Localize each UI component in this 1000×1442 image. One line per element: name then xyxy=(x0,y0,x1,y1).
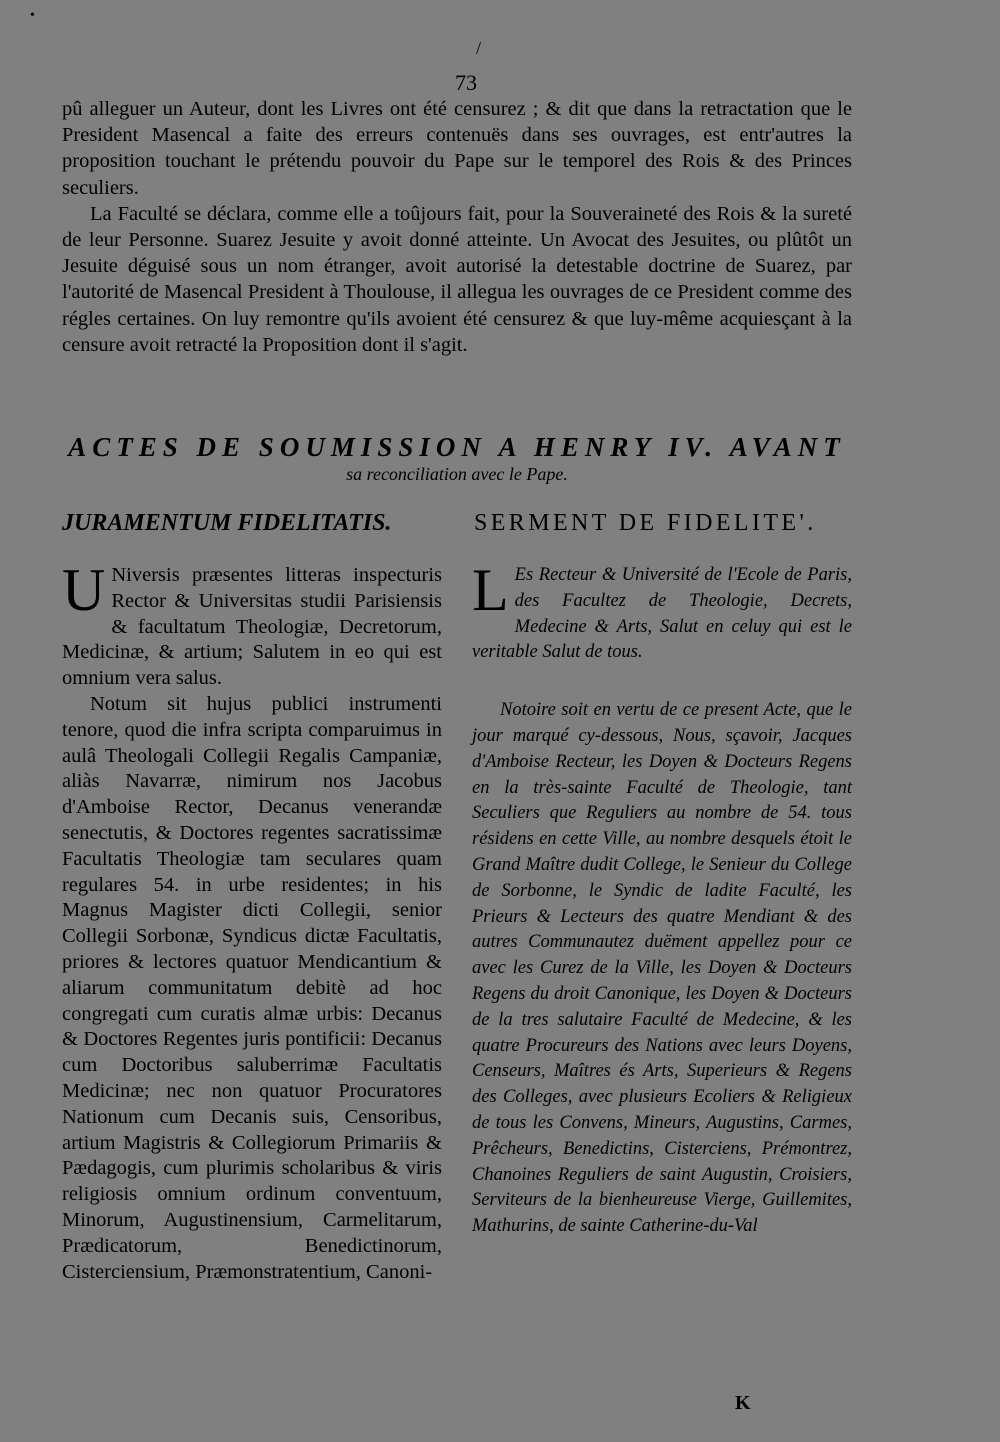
page-number: 73 xyxy=(455,70,477,95)
section-subheading: sa reconciliation avec le Pape. xyxy=(346,464,568,484)
latin-paragraph-1-text: Niversis præsentes litteras inspecturis Rector & Universitas studii Parisiensis & facultatum Theologiæ, Decretorum, Medicinæ, & artium; Salutem in eo qui est omnium vera salus. xyxy=(62,564,442,690)
french-dropcap: L xyxy=(472,557,509,623)
latin-column xyxy=(62,557,442,1285)
french-paragraph-2: Notoire soit en vertu de ce present Acte, que le jour marqué cy-dessous, Nous, sçavoir, Jacques d'Amboise Recteur, les Doyen & Docteurs Regens en la très-sainte Faculté de Theologie, tant Seculiers que Reguliers au nombre de 54. tous résidens en cette Ville, au nombre desquels étoit le Grand Maître dudit College, le Senieur du College de Sorbonne, le Syndic de ladite Faculté, les Prieurs & Lecteurs des quatre Mendiant & des autres Communautez duëment appellez pour ce avec les Curez de la Ville, les Doyen & Docteurs Regens du droit Canonique, les Doyen & Docteurs de la tres salutaire Faculté de Medecine, & les quatre Procureurs des Nations avec leurs Doyens, Censeurs, Maîtres és Arts, Superieurs & Regens des Colleges, avec plusieurs Ecoliers & Religieux de tous les Convens, Mineurs, Augustins, Carmes, Prêcheurs, Benedictins, Cisterciens, Prémontrez, Chanoines Reguliers de saint Augustin, Croisiers, Serviteurs de la bienheureuse Vierge, Guillemites, Mathurins, de sainte Catherine-du-Val xyxy=(472,700,852,1237)
latin-paragraph-2: Notum sit hujus publici instrumenti tenore, quod die infra scripta comparuimus in aulâ Theologali Collegii Regalis Campaniæ, aliàs Navarræ, nimirum nos Jacobus d'Amboise Rector, Decanus venerandæ senectutis, & Doctores regentes sacratissimæ Facultatis Theologiæ tam seculares quam regulares 54. in urbe residentes; in his Magnus Magister dicti Collegii, senior Collegii Sorbonæ, Syndicus dictæ Facultatis, priores & lectores quatuor Mendicantium & aliarum communitatum debitè ad hoc congregati cum curatis almæ urbis: Decanus & Doctores Regentes juris pontificii: Decanus cum Doctoribus saluberrimæ Facultatis Medicinæ; nec non quatuor Procuratores Nationum cum Decanis suis, Censoribus, artium Magistris & Collegiorum Primariis & Pædagogis, cum plurimis scholaribus & viris religiosis omnium ordinum conventuum, Minorum, Augustinensium, Carmelitarum, Prædicatorum, Benedictinorum, Cisterciensium, Præmonstratentium, Canoni- xyxy=(62,692,442,1283)
french-column xyxy=(472,557,852,1240)
intro-text xyxy=(62,96,852,358)
latin-dropcap: U xyxy=(62,557,106,623)
french-paragraph-1-text: Es Recteur & Université de l'Ecole de Paris, des Facultez de Theologie, Decrets, Medecine & Arts, Salut en celuy qui est le veritable Salut de tous. xyxy=(472,565,852,663)
french-column-header: SERMENT DE FIDELITE'. xyxy=(474,510,817,536)
signature-mark: K xyxy=(735,1392,751,1414)
french-paragraph-1 xyxy=(472,557,852,666)
intro-paragraph-1: pû alleguer un Auteur, dont les Livres ont été censurez ; & dit que dans la retractation que le President Masencal a faite des erreurs contenuës dans ses ouvrages, est entr'autres la proposition touchant le prétendu pouvoir du Pape sur le temporel des Rois & des Princes seculiers. xyxy=(62,98,852,199)
section-heading: ACTES DE SOUMISSION A HENRY IV. AVANT xyxy=(68,432,846,462)
latin-column-header: JURAMENTUM FIDELITATIS. xyxy=(62,510,392,536)
intro-paragraph-2: La Faculté se déclara, comme elle a toûjours fait, pour la Souveraineté des Rois & la sureté de leur Personne. Suarez Jesuite y avoit donné atteinte. Un Avocat des Jesuites, ou plûtôt un Jesuite déguisé sous un nom étranger, avoit autorisé la detestable doctrine de Suarez, par l'autorité de Masencal President à Thoulouse, il allegua les ouvrages de ce President comme des régles certaines. On luy remontre qu'ils avoient été censurez & que luy-même acquiesçant à la censure avoit retracté la Proposition dont il s'agit. xyxy=(62,202,852,356)
corner-mark: • xyxy=(30,8,35,23)
top-mark: / xyxy=(476,38,482,58)
latin-paragraph-1 xyxy=(62,557,442,692)
